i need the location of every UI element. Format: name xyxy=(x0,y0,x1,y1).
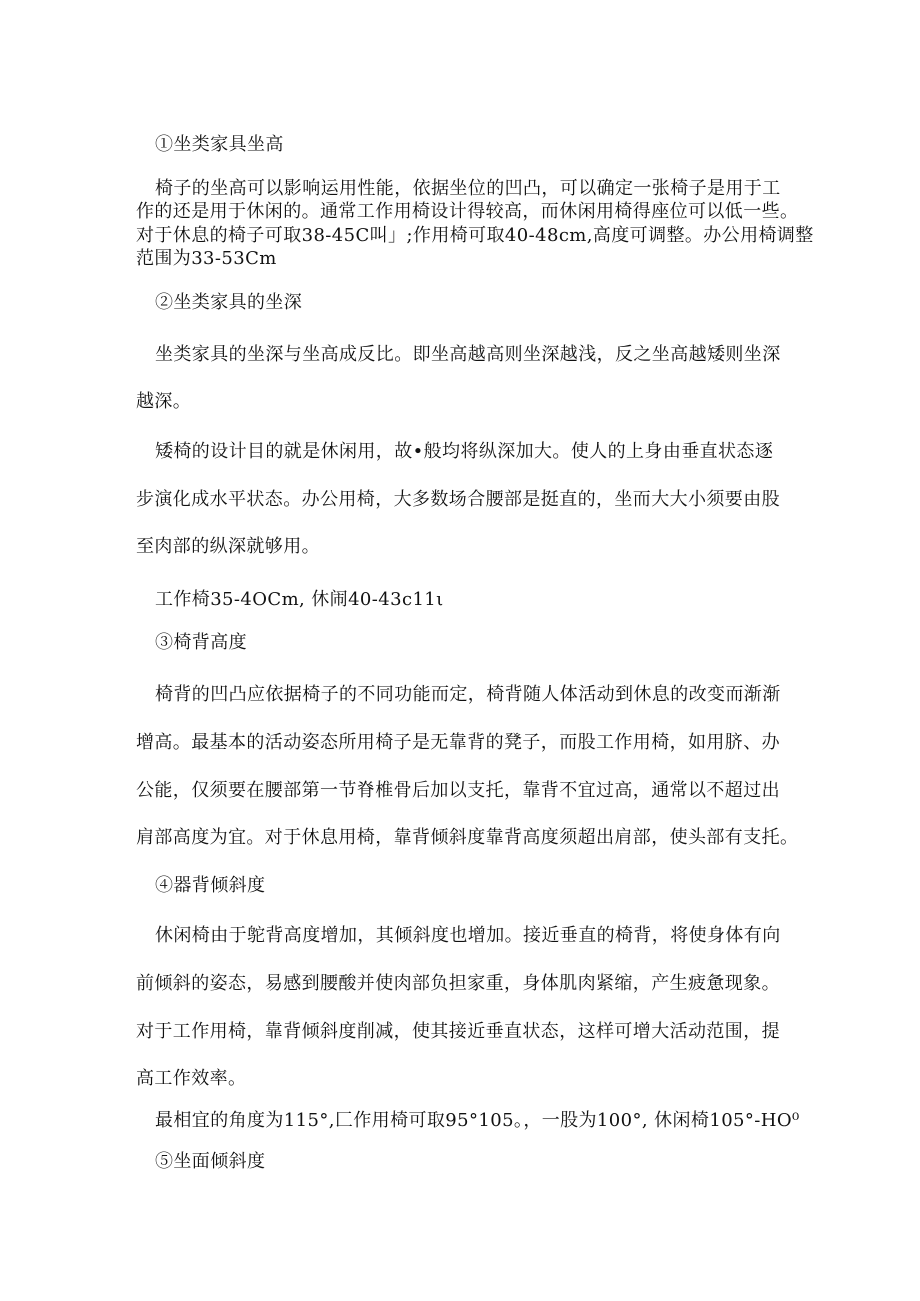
paragraph-line: 对于休息的椅子可取38-45C叫」;作用椅可取40-48cm,高度可调整。办公用椅调整 xyxy=(136,225,814,246)
section-heading-backrest-tilt: ④器背倾斜度 xyxy=(155,875,266,896)
paragraph-line: 椅子的坐高可以影响运用性能，依据坐位的凹凸，可以确定一张椅子是用于工 xyxy=(155,178,781,199)
paragraph-line: 工作椅35-4OCm, 休闹40-43c11ι xyxy=(155,589,444,610)
paragraph-line: 作的还是用于休闲的。通常工作用椅设计得较高，而休闲用椅得座位可以低一些。 xyxy=(136,201,799,222)
paragraph-line: 至肉部的纵深就够用。 xyxy=(136,536,320,557)
paragraph-line: 公能，仅须要在腰部第一节脊椎骨后加以支托，靠背不宜过高，通常以不超过出 xyxy=(136,780,780,801)
paragraph-line: 前倾斜的姿态，易感到腰酸并使肉部负担家重，身体肌肉紧缩，产生疲惫现象。 xyxy=(136,973,780,994)
paragraph-line: 越深。 xyxy=(136,391,192,412)
paragraph-line: 最相宜的角度为115°,匚作用椅可取95°105。，一股为100°, 休闲椅105°-HO⁰ xyxy=(155,1110,800,1131)
section-heading-backrest-height: ③椅背高度 xyxy=(155,632,247,653)
paragraph-line: 高工作效率。 xyxy=(136,1068,247,1089)
paragraph-line: 肩部高度为宜。对于休息用椅，靠背倾斜度靠背高度须超出肩部，使头部有支托。 xyxy=(136,827,799,848)
paragraph-line: 椅背的凹凸应依据椅子的不同功能而定，椅背随人体活动到休息的改变而渐渐 xyxy=(155,684,781,705)
paragraph-line: 步演化成水平状态。办公用椅，大多数场合腰部是挺直的，坐而大大小须要由股 xyxy=(136,489,780,510)
paragraph-line: 范围为33-53Cm xyxy=(136,248,277,269)
section-heading-seat-tilt: ⑤坐面倾斜度 xyxy=(155,1151,266,1172)
section-heading-seat-height: ①坐类家具坐高 xyxy=(155,134,284,155)
paragraph-line: 坐类家具的坐深与坐高成反比。即坐高越高则坐深越浅，反之坐高越矮则坐深 xyxy=(155,344,781,365)
paragraph-line: 增高。最基本的活动姿态所用椅子是无靠背的凳子，而股工作用椅，如用脐、办 xyxy=(136,732,780,753)
section-heading-seat-depth: ②坐类家具的坐深 xyxy=(155,292,303,313)
paragraph-line: 对于工作用椅，靠背倾斜度削减，使其接近垂直状态，这样可增大活动范围，提 xyxy=(136,1021,780,1042)
paragraph-line: 休闲椅由于鸵背高度增加，其倾斜度也增加。接近垂直的椅背，将使身体有向 xyxy=(155,925,781,946)
paragraph-line: 矮椅的设计目的就是休闲用，故•般均将纵深加大。使人的上身由垂直状态逐 xyxy=(155,441,774,462)
